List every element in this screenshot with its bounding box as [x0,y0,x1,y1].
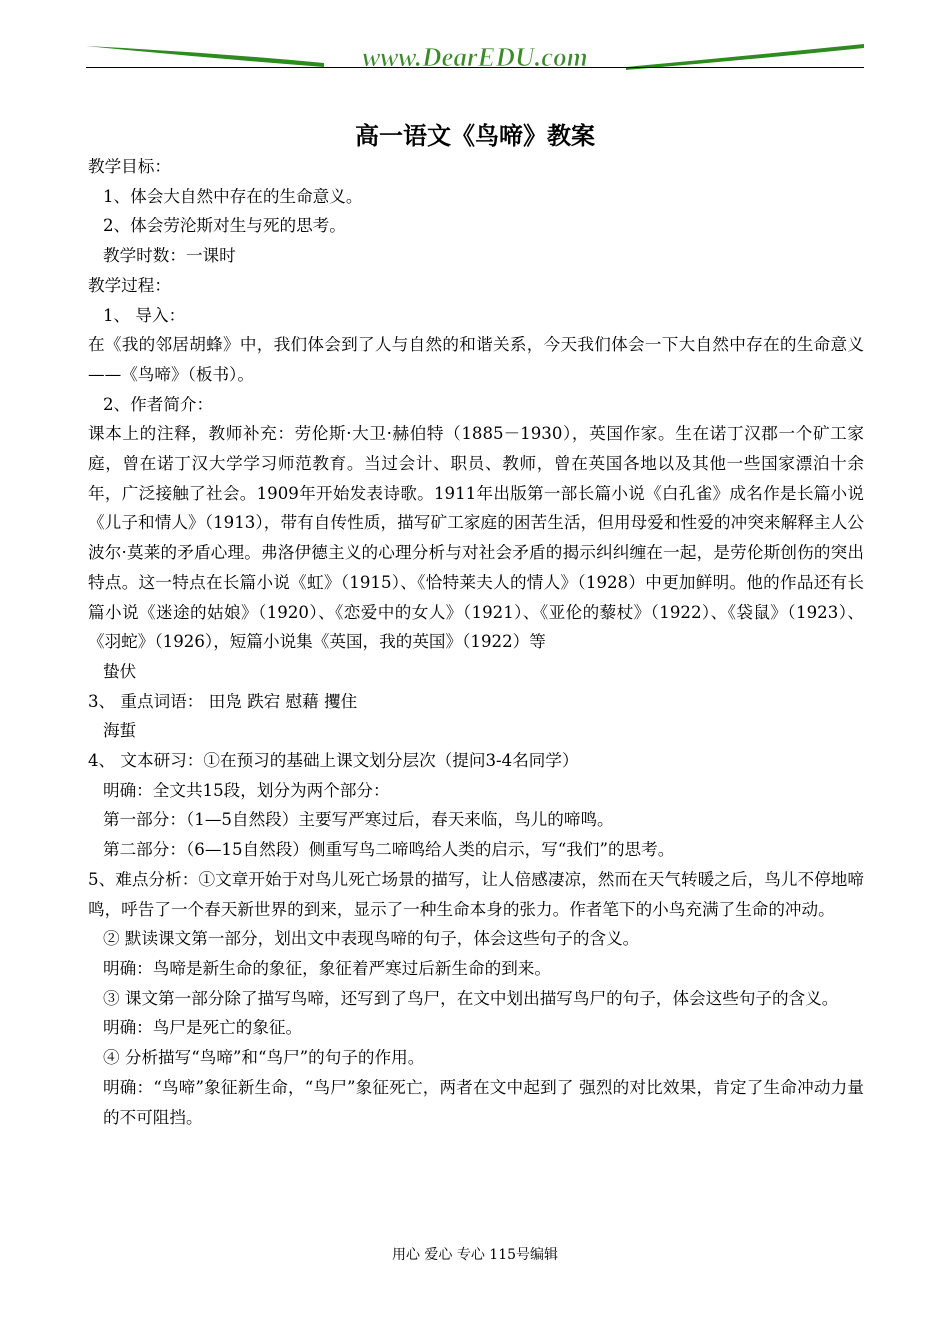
page-footer: 用心 爱心 专心 115号编辑 [391,1247,559,1263]
left-leaf-swoosh [86,46,324,67]
paragraph: 明确：“鸟啼”象征新生命，“鸟尸”象征死亡，两者在文中起到了 强烈的对比效果，肯定了生命冲动力量的不可阻挡。 [103,1077,864,1127]
paragraph: 3、 重点词语： 田凫 跌宕 慰藉 攫住 [88,691,358,711]
paragraph: 海蜇 [103,721,137,741]
paragraph: 教学过程： [88,275,171,295]
site-logo: www.DearEDU.com [362,42,588,72]
paragraph: 教学目标： [88,157,171,176]
header-divider [86,67,864,68]
paragraph: ④ 分析描写“鸟啼”和“鸟尸”的句子的作用。 [103,1048,425,1068]
document-title: 高一语文《鸟啼》教案 [355,121,595,150]
document-body [88,152,864,1132]
paragraph: 明确：鸟尸是死亡的象征。 [103,1018,303,1038]
paragraph: ③ 课文第一部分除了描写鸟啼，还写到了鸟尸，在文中划出描写鸟尸的句子，体会这些句子的含义。 [103,988,839,1008]
paragraph: 第一部分：（1—5自然段）主要写严寒过后，春天来临，鸟儿的啼鸣。 [103,810,614,830]
paragraph: 5、难点分析：①文章开始于对鸟儿死亡场景的描写，让人倍感凄凉，然而在天气转暖之后，鸟儿不停地啼鸣，呼告了一个春天新世界的到来，显示了一种生命本身的张力。作者笔下的小鸟充满了生命的冲动。 [88,869,864,919]
paragraph: 第二部分：（6—15自然段）侧重写鸟二啼鸣给人类的启示，写“我们”的思考。 [103,840,675,860]
paragraph: ② 默读课文第一部分，划出文中表现鸟啼的句子，体会这些句子的含义。 [103,929,640,949]
paragraph: 课本上的注释，教师补充：劳伦斯·大卫·赫伯特（1885－1930），英国作家。生在诺丁汉郡一个矿工家庭，曾在诺丁汉大学学习师范教育。当过会计、职员、教师，曾在英国各地以及其他一些国家漂泊十余年，广泛接触了社会。1909年开始发表诗歌。1911年出版第一部长篇小说《白孔雀》成名作是长篇小说《儿子和情人》（1913），带有自传性质，描写矿工家庭的困苦生活，但用母爱和性爱的冲突来解释主人公波尔·莫莱的矛盾心理。弗洛伊德主义的心理分析与对社会矛盾的揭示纠纠缠在一起，是劳伦斯创伤的突出特点。这一特点在长篇小说《虹》（1915）、《恰特莱夫人的情人》（1928）中更加鲜明。他的作品还有长篇小说《迷途的姑娘》（1920）、《恋爱中的女人》（1921）、《亚伦的藜杖》（1922）、《袋鼠》（1923）、《羽蛇》（1926），短篇小说集《英国，我的英国》（1922）等 [88,424,864,652]
paragraph: 1、 导入： [103,305,186,325]
paragraph: 2、作者简介： [103,394,214,414]
paragraph: 在《我的邻居胡蜂》中，我们体会到了人与自然的和谐关系，今天我们体会一下大自然中存在的生命意义——《鸟啼》（板书）。 [88,335,864,384]
paragraph: 教学时数：一课时 [103,246,236,266]
paragraph: 明确：鸟啼是新生命的象征，象征着严寒过后新生命的到来。 [103,958,552,978]
paragraph: 明确：全文共15段，划分为两个部分： [103,780,390,800]
paragraph: 4、 文本研习：①在预习的基础上课文划分层次（提问3-4名同学） [88,751,579,771]
site-header-banner [86,36,864,74]
leaf-swoosh-banner [86,36,864,74]
paragraph: 2、体会劳沦斯对生与死的思考。 [103,216,346,236]
paragraph: 1、体会大自然中存在的生命意义。 [103,186,363,206]
paragraph: 蛰伏 [103,661,137,681]
